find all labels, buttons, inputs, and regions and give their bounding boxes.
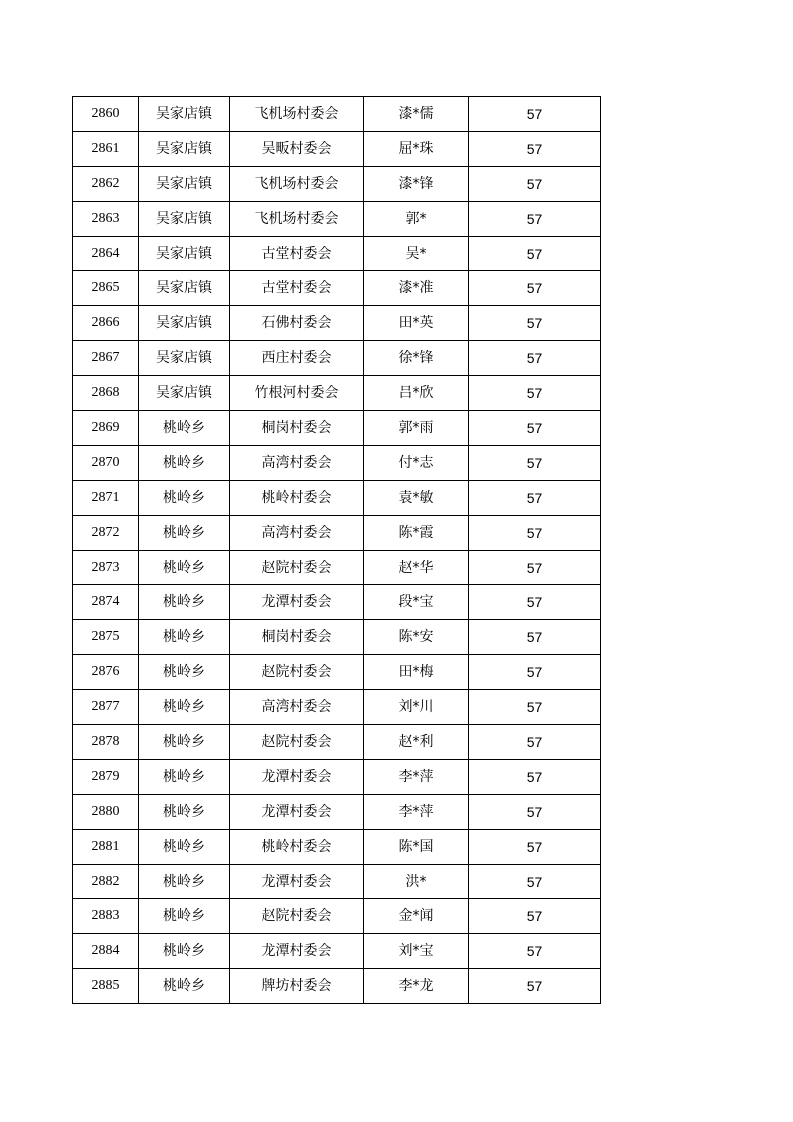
village-committee-cell: 古堂村委会 bbox=[230, 271, 364, 306]
table-row bbox=[73, 376, 601, 411]
person-name-cell: 吴* bbox=[364, 236, 469, 271]
score-cell: 57 bbox=[469, 97, 601, 132]
row-number-cell: 2862 bbox=[73, 166, 139, 201]
score-cell: 57 bbox=[469, 341, 601, 376]
village-committee-cell: 高湾村委会 bbox=[230, 445, 364, 480]
person-name-cell: 刘*川 bbox=[364, 690, 469, 725]
score-cell: 57 bbox=[469, 725, 601, 760]
town-cell: 桃岭乡 bbox=[139, 759, 230, 794]
score-cell: 57 bbox=[469, 445, 601, 480]
score-cell: 57 bbox=[469, 411, 601, 446]
table-row bbox=[73, 341, 601, 376]
score-cell: 57 bbox=[469, 271, 601, 306]
score-cell: 57 bbox=[469, 759, 601, 794]
table-row bbox=[73, 864, 601, 899]
town-cell: 桃岭乡 bbox=[139, 480, 230, 515]
person-name-cell: 郭*雨 bbox=[364, 411, 469, 446]
village-committee-cell: 飞机场村委会 bbox=[230, 166, 364, 201]
score-cell: 57 bbox=[469, 655, 601, 690]
person-name-cell: 徐*锋 bbox=[364, 341, 469, 376]
person-name-cell: 袁*敏 bbox=[364, 480, 469, 515]
row-number-cell: 2865 bbox=[73, 271, 139, 306]
town-cell: 吴家店镇 bbox=[139, 376, 230, 411]
person-name-cell: 赵*利 bbox=[364, 725, 469, 760]
person-name-cell: 李*萍 bbox=[364, 759, 469, 794]
table-row bbox=[73, 480, 601, 515]
table-row bbox=[73, 201, 601, 236]
score-cell: 57 bbox=[469, 376, 601, 411]
village-committee-cell: 古堂村委会 bbox=[230, 236, 364, 271]
village-committee-cell: 赵院村委会 bbox=[230, 725, 364, 760]
village-committee-cell: 龙潭村委会 bbox=[230, 759, 364, 794]
person-name-cell: 陈*国 bbox=[364, 829, 469, 864]
row-number-cell: 2876 bbox=[73, 655, 139, 690]
town-cell: 吴家店镇 bbox=[139, 306, 230, 341]
score-cell: 57 bbox=[469, 131, 601, 166]
score-cell: 57 bbox=[469, 620, 601, 655]
village-committee-cell: 高湾村委会 bbox=[230, 515, 364, 550]
table-row bbox=[73, 306, 601, 341]
person-name-cell: 赵*华 bbox=[364, 550, 469, 585]
score-cell: 57 bbox=[469, 550, 601, 585]
score-cell: 57 bbox=[469, 480, 601, 515]
table-row bbox=[73, 166, 601, 201]
person-name-cell: 李*龙 bbox=[364, 969, 469, 1004]
table-row bbox=[73, 934, 601, 969]
score-cell: 57 bbox=[469, 899, 601, 934]
village-committee-cell: 龙潭村委会 bbox=[230, 864, 364, 899]
town-cell: 桃岭乡 bbox=[139, 445, 230, 480]
row-number-cell: 2861 bbox=[73, 131, 139, 166]
table-row bbox=[73, 759, 601, 794]
village-committee-cell: 赵院村委会 bbox=[230, 899, 364, 934]
table-row bbox=[73, 550, 601, 585]
village-committee-cell: 西庄村委会 bbox=[230, 341, 364, 376]
town-cell: 桃岭乡 bbox=[139, 515, 230, 550]
score-cell: 57 bbox=[469, 236, 601, 271]
table-row bbox=[73, 620, 601, 655]
row-number-cell: 2879 bbox=[73, 759, 139, 794]
person-name-cell: 屈*珠 bbox=[364, 131, 469, 166]
table-row bbox=[73, 411, 601, 446]
row-number-cell: 2875 bbox=[73, 620, 139, 655]
row-number-cell: 2883 bbox=[73, 899, 139, 934]
town-cell: 吴家店镇 bbox=[139, 131, 230, 166]
row-number-cell: 2871 bbox=[73, 480, 139, 515]
row-number-cell: 2877 bbox=[73, 690, 139, 725]
village-committee-cell: 竹根河村委会 bbox=[230, 376, 364, 411]
village-committee-cell: 飞机场村委会 bbox=[230, 201, 364, 236]
row-number-cell: 2860 bbox=[73, 97, 139, 132]
town-cell: 桃岭乡 bbox=[139, 411, 230, 446]
village-committee-cell: 牌坊村委会 bbox=[230, 969, 364, 1004]
table-row bbox=[73, 236, 601, 271]
table-row bbox=[73, 445, 601, 480]
score-cell: 57 bbox=[469, 585, 601, 620]
town-cell: 桃岭乡 bbox=[139, 585, 230, 620]
roster-table-body bbox=[73, 97, 601, 1004]
table-row bbox=[73, 794, 601, 829]
village-committee-cell: 龙潭村委会 bbox=[230, 934, 364, 969]
person-name-cell: 洪* bbox=[364, 864, 469, 899]
row-number-cell: 2867 bbox=[73, 341, 139, 376]
town-cell: 桃岭乡 bbox=[139, 899, 230, 934]
town-cell: 桃岭乡 bbox=[139, 794, 230, 829]
table-row bbox=[73, 690, 601, 725]
row-number-cell: 2864 bbox=[73, 236, 139, 271]
town-cell: 吴家店镇 bbox=[139, 97, 230, 132]
table-row bbox=[73, 655, 601, 690]
town-cell: 吴家店镇 bbox=[139, 166, 230, 201]
score-cell: 57 bbox=[469, 306, 601, 341]
town-cell: 桃岭乡 bbox=[139, 725, 230, 760]
person-name-cell: 陈*霞 bbox=[364, 515, 469, 550]
person-name-cell: 段*宝 bbox=[364, 585, 469, 620]
table-row bbox=[73, 585, 601, 620]
person-name-cell: 陈*安 bbox=[364, 620, 469, 655]
row-number-cell: 2882 bbox=[73, 864, 139, 899]
table-row bbox=[73, 829, 601, 864]
score-cell: 57 bbox=[469, 829, 601, 864]
row-number-cell: 2878 bbox=[73, 725, 139, 760]
person-name-cell: 漆*锋 bbox=[364, 166, 469, 201]
person-name-cell: 金*闻 bbox=[364, 899, 469, 934]
table-row bbox=[73, 131, 601, 166]
table-row bbox=[73, 97, 601, 132]
score-cell: 57 bbox=[469, 864, 601, 899]
score-cell: 57 bbox=[469, 934, 601, 969]
table-row bbox=[73, 271, 601, 306]
village-committee-cell: 石佛村委会 bbox=[230, 306, 364, 341]
row-number-cell: 2873 bbox=[73, 550, 139, 585]
person-name-cell: 田*梅 bbox=[364, 655, 469, 690]
table-row bbox=[73, 515, 601, 550]
village-committee-cell: 龙潭村委会 bbox=[230, 794, 364, 829]
village-committee-cell: 桐岗村委会 bbox=[230, 620, 364, 655]
town-cell: 桃岭乡 bbox=[139, 550, 230, 585]
table-row bbox=[73, 899, 601, 934]
town-cell: 吴家店镇 bbox=[139, 271, 230, 306]
score-cell: 57 bbox=[469, 794, 601, 829]
village-committee-cell: 飞机场村委会 bbox=[230, 97, 364, 132]
table-row bbox=[73, 725, 601, 760]
row-number-cell: 2863 bbox=[73, 201, 139, 236]
town-cell: 桃岭乡 bbox=[139, 655, 230, 690]
person-name-cell: 田*英 bbox=[364, 306, 469, 341]
row-number-cell: 2884 bbox=[73, 934, 139, 969]
town-cell: 桃岭乡 bbox=[139, 934, 230, 969]
village-committee-cell: 赵院村委会 bbox=[230, 550, 364, 585]
town-cell: 桃岭乡 bbox=[139, 620, 230, 655]
table-row bbox=[73, 969, 601, 1004]
person-name-cell: 漆*儒 bbox=[364, 97, 469, 132]
town-cell: 吴家店镇 bbox=[139, 236, 230, 271]
person-name-cell: 吕*欣 bbox=[364, 376, 469, 411]
person-name-cell: 郭* bbox=[364, 201, 469, 236]
score-cell: 57 bbox=[469, 515, 601, 550]
row-number-cell: 2868 bbox=[73, 376, 139, 411]
person-name-cell: 付*志 bbox=[364, 445, 469, 480]
row-number-cell: 2874 bbox=[73, 585, 139, 620]
score-cell: 57 bbox=[469, 166, 601, 201]
town-cell: 桃岭乡 bbox=[139, 864, 230, 899]
roster-table bbox=[72, 96, 601, 1004]
town-cell: 吴家店镇 bbox=[139, 341, 230, 376]
town-cell: 吴家店镇 bbox=[139, 201, 230, 236]
row-number-cell: 2866 bbox=[73, 306, 139, 341]
town-cell: 桃岭乡 bbox=[139, 969, 230, 1004]
person-name-cell: 李*萍 bbox=[364, 794, 469, 829]
village-committee-cell: 吴畈村委会 bbox=[230, 131, 364, 166]
row-number-cell: 2870 bbox=[73, 445, 139, 480]
village-committee-cell: 龙潭村委会 bbox=[230, 585, 364, 620]
row-number-cell: 2881 bbox=[73, 829, 139, 864]
score-cell: 57 bbox=[469, 690, 601, 725]
town-cell: 桃岭乡 bbox=[139, 829, 230, 864]
village-committee-cell: 高湾村委会 bbox=[230, 690, 364, 725]
village-committee-cell: 桐岗村委会 bbox=[230, 411, 364, 446]
row-number-cell: 2872 bbox=[73, 515, 139, 550]
score-cell: 57 bbox=[469, 969, 601, 1004]
row-number-cell: 2880 bbox=[73, 794, 139, 829]
village-committee-cell: 赵院村委会 bbox=[230, 655, 364, 690]
village-committee-cell: 桃岭村委会 bbox=[230, 480, 364, 515]
town-cell: 桃岭乡 bbox=[139, 690, 230, 725]
row-number-cell: 2885 bbox=[73, 969, 139, 1004]
person-name-cell: 刘*宝 bbox=[364, 934, 469, 969]
person-name-cell: 漆*准 bbox=[364, 271, 469, 306]
score-cell: 57 bbox=[469, 201, 601, 236]
row-number-cell: 2869 bbox=[73, 411, 139, 446]
village-committee-cell: 桃岭村委会 bbox=[230, 829, 364, 864]
